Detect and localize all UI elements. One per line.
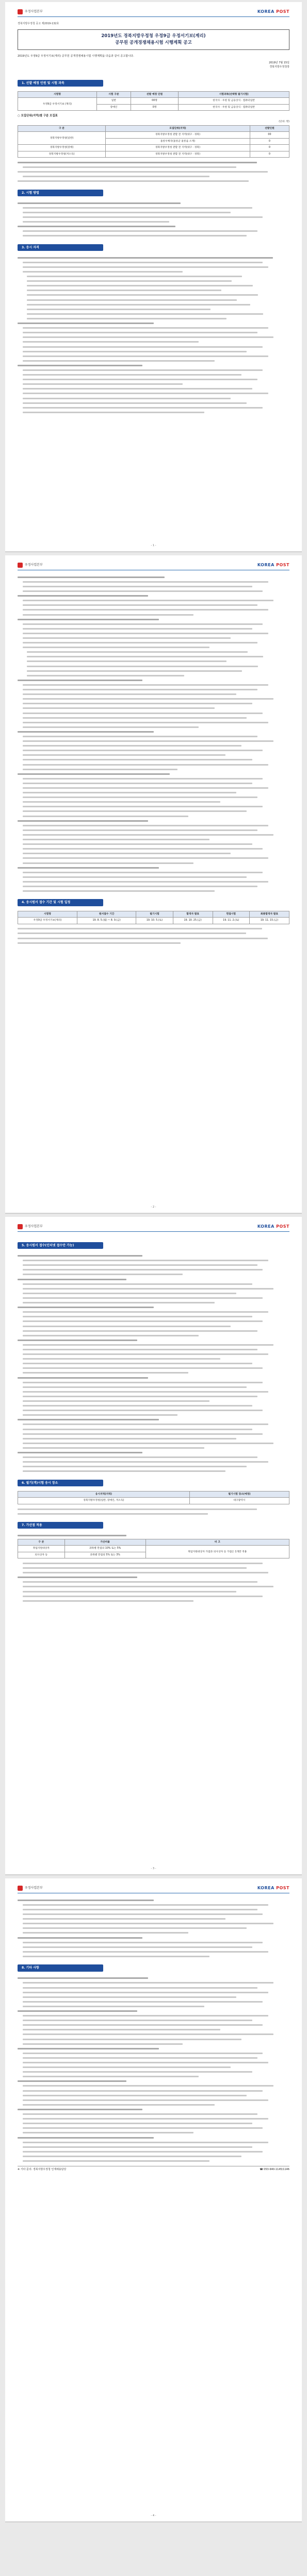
document-page-2 bbox=[5, 555, 302, 1214]
announce-date: 2019년 7월 15일 bbox=[269, 61, 289, 65]
doc-title-line1: 2019년도 경북지방우정청 우정9급 우정서기보(계리) bbox=[101, 33, 206, 39]
table-row: 경북지방우정청(장애) 경북지방우정청 관할 전 지역(대구 · 경북) 0 bbox=[18, 145, 289, 151]
doc-title-line2: 공무원 공개경쟁채용시험 시행계획 공고 bbox=[115, 40, 192, 45]
table-row: 경북지방우정청(일반) 경북지방우정청 관할 전 지역(대구 · 경북) 00 bbox=[18, 132, 289, 138]
section-heading-1: 1. 선발 예정 인원 및 시험 과목 bbox=[18, 80, 103, 87]
schedule-table: 시험명 원서접수 기간 필기시험 합격자 발표 면접시험 최종합격자 발표 우정9급 우정서기보(계리) 19. 8. 5.(월) ~ 8. 9.(금) 19. 10. 5.(토) 19. 10. 25.(금) 19. 11. 2.(토) 19. 11. 15.(금) bbox=[18, 911, 289, 924]
korea-post-logo: KOREA POST bbox=[257, 9, 289, 14]
page-number: - 4 - bbox=[151, 2514, 156, 2518]
post-emblem-icon bbox=[18, 1224, 23, 1229]
document-page-1 bbox=[5, 2, 302, 552]
post-emblem-icon bbox=[18, 9, 23, 14]
section-heading-2: 2. 시험 방법 bbox=[18, 190, 103, 196]
korea-post-logo: KOREA POST bbox=[257, 1224, 289, 1229]
notes-block bbox=[18, 161, 289, 183]
section-heading-8: 8. 기타 사항 bbox=[18, 1964, 103, 1971]
schedule-notes bbox=[18, 927, 289, 945]
section-heading-5: 5. 응시원서 접수(인터넷 접수만 가능) bbox=[18, 1242, 103, 1249]
doc-title-box bbox=[18, 29, 289, 50]
post-emblem-icon bbox=[18, 1886, 23, 1891]
table-row: 의사상자 등 과목별 만점의 5% 또는 3% bbox=[18, 1552, 289, 1558]
table-row: 우정9급 우정서기보(계리) 19. 8. 5.(월) ~ 8. 9.(금) 19. 10. 5.(토) 19. 10. 25.(금) 19. 11. 2.(토) 19. 11. 15.(금) bbox=[18, 918, 289, 924]
contact-line bbox=[18, 2166, 289, 2172]
unit-note: (단위: 명) bbox=[279, 120, 289, 123]
unit-table-heading: ○ 모집단위(지역)별 구분 모집표 bbox=[18, 114, 58, 118]
eligibility-text bbox=[18, 256, 289, 414]
table-row: 장애인 0명 한국사 · 우편 및 금융상식 · 컴퓨터일반 bbox=[18, 104, 289, 110]
doc-number: 경북지방우정청 공고 제2019-132호 bbox=[18, 22, 59, 25]
table-row: 취업지원대상자 과목별 만점의 10% 또는 5% 취업지원대상자 가점과 의사상자 등 가점은 1개만 적용 bbox=[18, 1546, 289, 1552]
page-number: - 3 - bbox=[151, 1867, 156, 1871]
table-row: 경북지방우정청(저소득) 경북지방우정청 관할 전 지역(대구 · 경북) 0 bbox=[18, 151, 289, 157]
page-header bbox=[18, 7, 289, 17]
table-row: 경북지방우정청(일반, 장애인, 저소득) 대구광역시 bbox=[18, 1498, 289, 1504]
eligibility-text-cont bbox=[18, 575, 289, 893]
other-matters-text bbox=[18, 1977, 289, 2163]
contact-label: ※ 기타 문의: 경북지방우정청 인재채용담당 bbox=[18, 2167, 67, 2171]
bonus-notes bbox=[18, 1562, 289, 1602]
unit-table: 구 분 모집단위(지역) 선발인원 경북지방우정청(일반) 경북지방우정청 관할 전 지역(대구 · 경북) 00 울릉우체국(울릉군 울릉읍 소재) 0 경북지방우정청(장애) 경북지방우정청 관할 전 지역(대구 · 경북) 0 경북지방우정청(저소득) 경북지방우정청 관할 전 지역(대구 · 경북) 0 bbox=[18, 125, 289, 158]
page-header: 우정사업본부 KOREA POST bbox=[18, 1222, 289, 1232]
page-number: - 2 - bbox=[151, 1206, 156, 1209]
exam-method-text bbox=[18, 201, 289, 238]
org-name: 우정사업본부 bbox=[25, 10, 43, 14]
page-number: - 1 - bbox=[151, 544, 156, 548]
table-row: 우정9급 우정서기보 (계리) 일반 00명 한국사 · 우편 및 금융상식 · 컴퓨터일반 bbox=[18, 98, 289, 104]
table-row: 울릉우체국(울릉군 울릉읍 소재) 0 bbox=[18, 138, 289, 144]
bonus-text-cont bbox=[18, 1899, 289, 1958]
exam-place-table: 응시지역(지역) 필기시험 장소(예정) 경북지방우정청(일반, 장애인, 저소득) 대구광역시 bbox=[18, 1491, 289, 1504]
selection-table: 시험명 시험 구분 선발 예정 인원 시험과목(선택형 필기시험) 우정9급 우정서기보 (계리) 일반 00명 한국사 · 우편 및 금융상식 · 컴퓨터일반 장애인 0명 한국사 · 우편 및 금융상식 · 컴퓨터일반 bbox=[18, 91, 289, 111]
page-header: 우정사업본부 KOREA POST bbox=[18, 561, 289, 570]
korea-post-logo: KOREA POST bbox=[257, 1885, 289, 1890]
intro-text: 2019년도 우정9급 우정서기보(계리) 공무원 공개경쟁채용시험 시행계획을 다음과 같이 공고합니다. bbox=[18, 55, 134, 58]
section-heading-3: 3. 응시 자격 bbox=[18, 244, 103, 251]
signer: 경북지방우정청장 bbox=[269, 65, 289, 69]
document-page-3 bbox=[5, 1217, 302, 1875]
korea-post-logo: KOREA POST bbox=[257, 562, 289, 567]
application-text bbox=[18, 1254, 289, 1473]
document-page-4 bbox=[5, 1878, 302, 2522]
contact-phone: ☎ 053-940-1145/1146 bbox=[260, 2167, 289, 2171]
section-heading-4: 4. 응시원서 접수 기간 및 시험 일정 bbox=[18, 899, 103, 906]
section-heading-7: 7. 가산점 적용 bbox=[18, 1522, 103, 1529]
place-notes bbox=[18, 1507, 289, 1516]
post-emblem-icon bbox=[18, 563, 23, 568]
bonus-table: 구 분 가산비율 비 고 취업지원대상자 과목별 만점의 10% 또는 5% 취업지원대상자 가점과 의사상자 등 가점은 1개만 적용 의사상자 등 과목별 만점의 5% 또는 3% bbox=[18, 1539, 289, 1558]
page-header: 우정사업본부 KOREA POST bbox=[18, 1884, 289, 1893]
section-heading-6: 6. 필기(객)시험 응시 장소 bbox=[18, 1480, 103, 1486]
